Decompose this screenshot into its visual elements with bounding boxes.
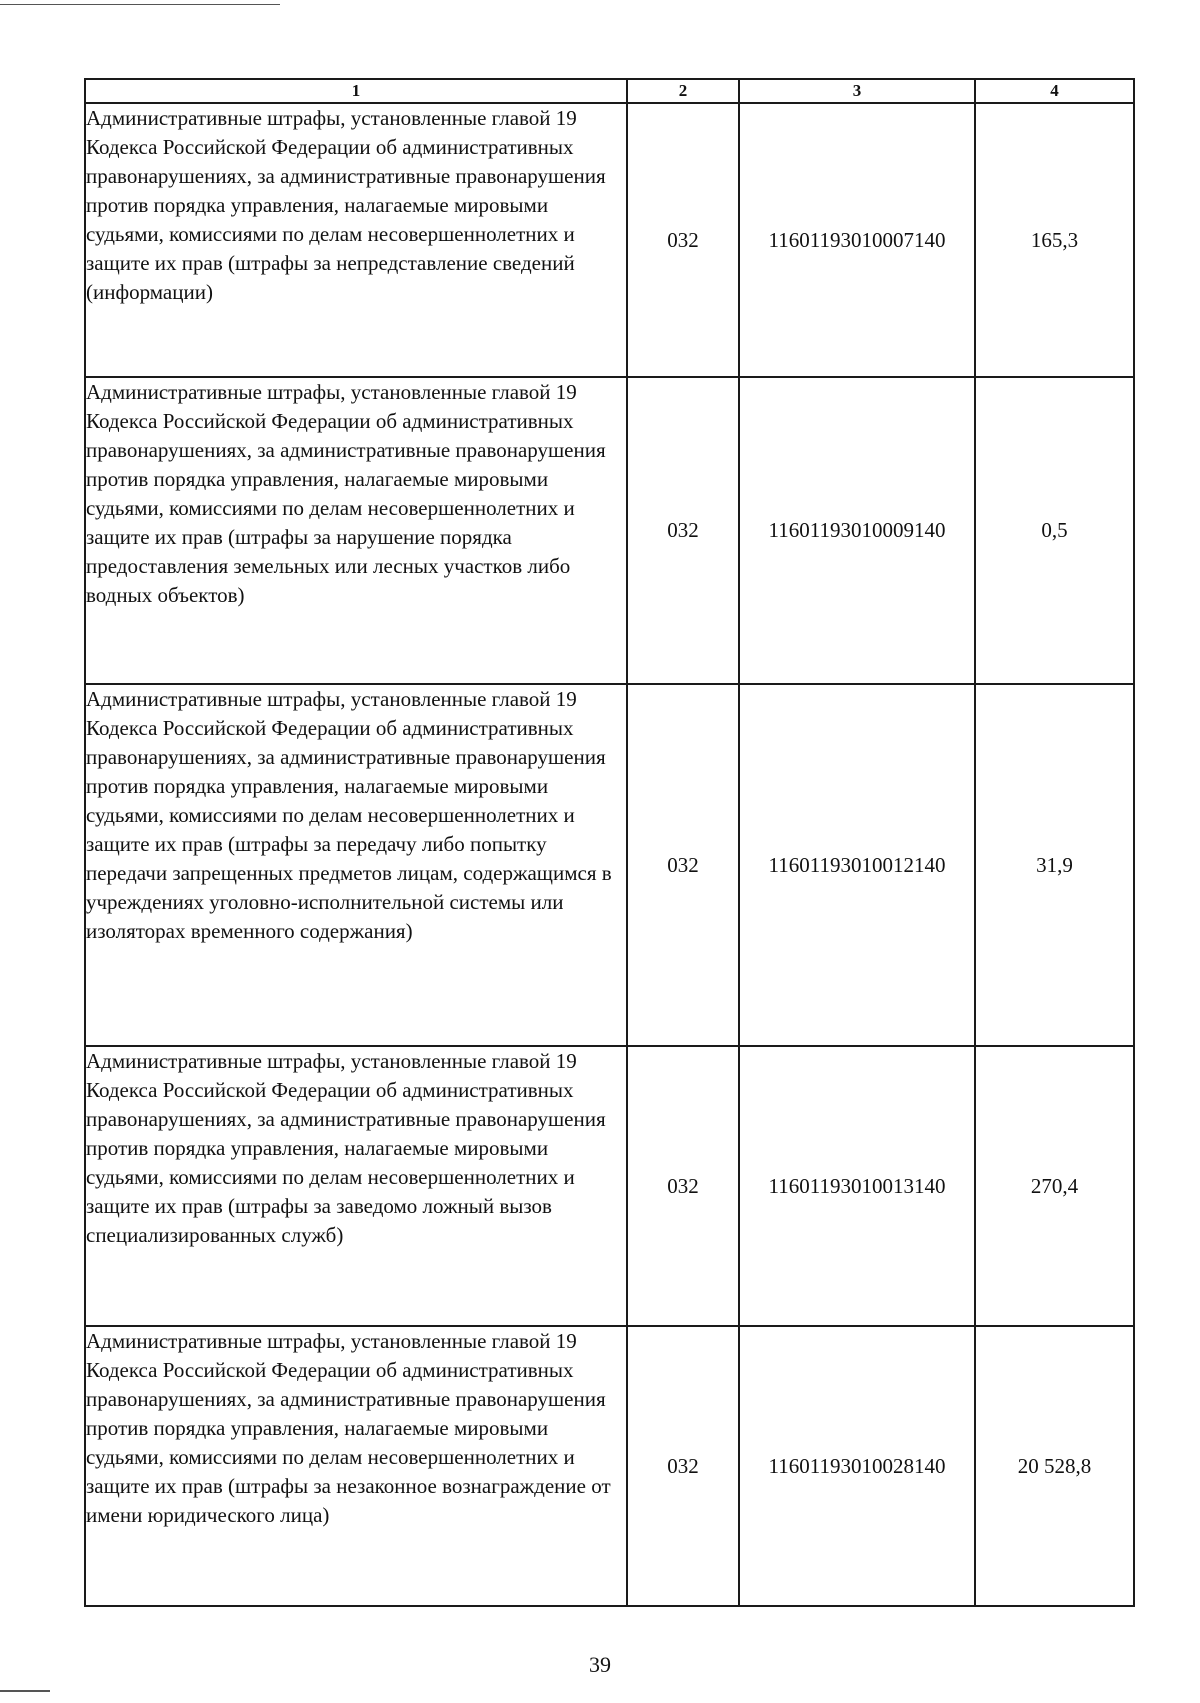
row-amount: 20 528,8 bbox=[975, 1326, 1134, 1606]
row-admin-code: 032 bbox=[627, 1326, 739, 1606]
row-kbk-code: 11601193010013140 bbox=[739, 1046, 975, 1326]
row-amount: 31,9 bbox=[975, 684, 1134, 1046]
row-admin-code: 032 bbox=[627, 377, 739, 684]
column-header-1: 1 bbox=[85, 79, 627, 103]
row-amount: 270,4 bbox=[975, 1046, 1134, 1326]
row-description: Административные штрафы, установленные главой 19 Кодекса Российской Федерации об административных правонарушениях, за административные правонарушения против порядка управления, налагаемые мировыми судьями, комиссиями по делам несовершеннолетних и защите их прав (штрафы за нарушение порядка предоставления земельных или лесных участков либо водных объектов) bbox=[85, 377, 627, 684]
row-admin-code: 032 bbox=[627, 1046, 739, 1326]
table-row bbox=[85, 1046, 1134, 1326]
row-amount: 165,3 bbox=[975, 103, 1134, 377]
scan-artifact-line bbox=[0, 4, 280, 5]
row-amount: 0,5 bbox=[975, 377, 1134, 684]
column-header-3: 3 bbox=[739, 79, 975, 103]
table-row bbox=[85, 1326, 1134, 1606]
page-number: 39 bbox=[589, 1652, 611, 1677]
row-admin-code: 032 bbox=[627, 103, 739, 377]
column-header-4: 4 bbox=[975, 79, 1134, 103]
table-row bbox=[85, 684, 1134, 1046]
scan-artifact-line bbox=[0, 1690, 50, 1692]
table-header-row bbox=[85, 79, 1134, 103]
revenue-table bbox=[84, 78, 1135, 1607]
row-description: Административные штрафы, установленные главой 19 Кодекса Российской Федерации об административных правонарушениях, за административные правонарушения против порядка управления, налагаемые мировыми судьями, комиссиями по делам несовершеннолетних и защите их прав (штрафы за передачу либо попытку передачи запрещенных предметов лицам, содержащимся в учреждениях уголовно-исполнительной системы или изоляторах временного содержания) bbox=[85, 684, 627, 1046]
row-kbk-code: 11601193010007140 bbox=[739, 103, 975, 377]
table-row bbox=[85, 103, 1134, 377]
table-row bbox=[85, 377, 1134, 684]
row-description: Административные штрафы, установленные главой 19 Кодекса Российской Федерации об административных правонарушениях, за административные правонарушения против порядка управления, налагаемые мировыми судьями, комиссиями по делам несовершеннолетних и защите их прав (штрафы за непредставление сведений (информации) bbox=[85, 103, 627, 377]
row-admin-code: 032 bbox=[627, 684, 739, 1046]
row-kbk-code: 11601193010028140 bbox=[739, 1326, 975, 1606]
row-kbk-code: 11601193010012140 bbox=[739, 684, 975, 1046]
column-header-2: 2 bbox=[627, 79, 739, 103]
row-description: Административные штрафы, установленные главой 19 Кодекса Российской Федерации об административных правонарушениях, за административные правонарушения против порядка управления, налагаемые мировыми судьями, комиссиями по делам несовершеннолетних и защите их прав (штрафы за незаконное вознаграждение от имени юридического лица) bbox=[85, 1326, 627, 1606]
row-description: Административные штрафы, установленные главой 19 Кодекса Российской Федерации об административных правонарушениях, за административные правонарушения против порядка управления, налагаемые мировыми судьями, комиссиями по делам несовершеннолетних и защите их прав (штрафы за заведомо ложный вызов специализированных служб) bbox=[85, 1046, 627, 1326]
row-kbk-code: 11601193010009140 bbox=[739, 377, 975, 684]
